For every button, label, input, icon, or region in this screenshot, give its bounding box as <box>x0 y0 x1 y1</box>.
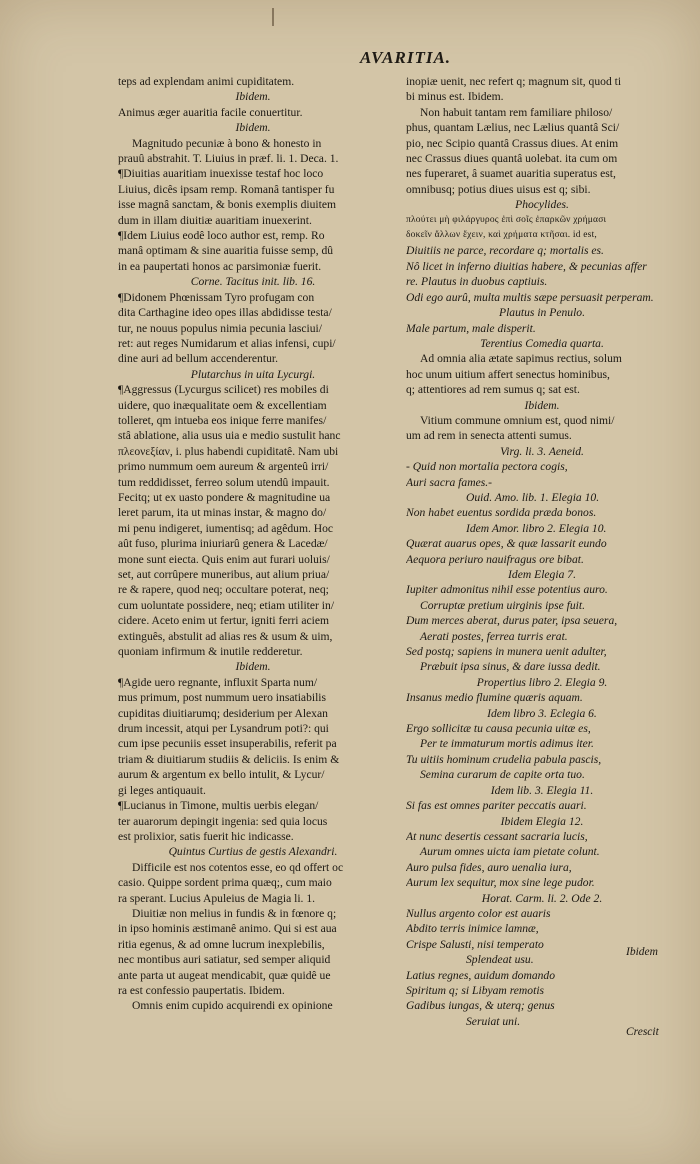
left-column-line: Omnis enim cupido acquirendi ex opinione <box>132 999 333 1013</box>
right-column-line: Idem libro 3. Eclegia 6. <box>487 706 597 720</box>
left-column-line: dine auri ad bellum accenderentur. <box>118 352 278 366</box>
left-column-line: gi leges antiquauit. <box>118 783 206 797</box>
left-column-line: cum ipse pecuniis esset insuperabilis, referit pa <box>118 737 337 751</box>
right-column-line: re. Plautus in duobus captiuis. <box>406 275 548 289</box>
right-column-line: omnibusq; potius diues uisus est q; sibi. <box>406 182 591 196</box>
left-column-line: ¶Aggressus (Lycurgus scilicet) res mobiles di <box>118 383 329 397</box>
left-column-line: re & rapere, quod neq; occultare poterat, neq; <box>118 583 329 597</box>
left-column-line: in ea paupertati honos ac parsimoniæ fuerit. <box>118 259 322 273</box>
right-column-line: Corruptæ pretium uirginis ipse fuit. <box>420 598 586 612</box>
left-column-line: mi penu indigeret, iumentisq; ad agêdum. Hoc <box>118 521 334 535</box>
left-column-line: est prolixior, satis fuerit hic indicasse. <box>118 829 294 843</box>
right-column-line: Auri sacra fames.- <box>406 475 492 489</box>
left-column-line: cum uoluntate possidere, neq; etiam utiliter in/ <box>118 598 335 612</box>
right-column-line: Splendeat usu. <box>466 953 534 967</box>
right-column-line: Plautus in Penulo. <box>499 306 585 320</box>
left-column-line: manâ optimam & sine auaritia fuisse semp, dû <box>118 244 334 258</box>
left-column-line: leret parum, ita ut minas instar, & magno do/ <box>118 506 327 520</box>
right-column <box>406 74 678 1029</box>
left-column-line: cidere. Aceto enim ut fertur, igniti ferri aciem <box>118 614 330 628</box>
left-column-line: dum in illam diuitiæ auaritiam inuexerint. <box>118 213 312 227</box>
right-column-line: Gadibus iungas, & uterq; genus <box>406 999 555 1013</box>
left-column-line: ¶Idem Liuius eodê loco author est, remp. Ro <box>118 229 325 243</box>
right-column-line: nec Crassus diues quantâ uolebat. ita cum om <box>406 152 618 166</box>
left-column-line: stâ ablatione, alia usus uia e medio sustulit hanc <box>118 429 341 443</box>
left-column-line: primo nummum oem aureum & argenteû irri/ <box>118 460 329 474</box>
right-column-line: Per te immaturum mortis adimus iter. <box>420 737 594 751</box>
right-column-line: Aurum omnes uicta iam pietate colunt. <box>420 845 600 859</box>
left-column-line: prauû abstrahit. T. Liuius in præf. li. 1. Deca. 1. <box>118 152 339 166</box>
left-column-line: Corne. Tacitus init. lib. 16. <box>190 275 316 289</box>
right-column-line: um ad rem in senecta attenti sumus. <box>406 429 572 443</box>
right-column-line: Semina curarum de capite orta tuo. <box>420 768 585 782</box>
left-column-line: Ibidem. <box>235 660 271 674</box>
right-column-line: πλούτει μὴ φιλάργυρος ἐπὶ σοῖς ἐπαρκῶν χρήμασι <box>406 214 607 225</box>
left-column-line: extinguês, abstulit ad alias res & usum & uim, <box>118 629 333 643</box>
left-column-line: aurum & argentum ex bello intulit, & Lycur/ <box>118 768 325 782</box>
right-column-line: Male partum, male disperit. <box>406 321 536 335</box>
right-column-line: Si fas est omnes pariter peccatis auari. <box>406 799 587 813</box>
right-column-line: Idem Elegia 7. <box>508 568 576 581</box>
left-column-line: ra sperant. Lucius Apuleius de Magia li. 1. <box>118 891 316 905</box>
right-column-line: q; attentiores ad rem sumus q; sat est. <box>406 383 580 397</box>
left-column-line: ra est confessio paupertatis. Ibidem. <box>118 983 285 997</box>
left-column-line: Fecitq; ut ex uasto pondere & magnitudine ua <box>118 490 331 504</box>
right-column-line: Horat. Carm. li. 2. Ode 2. <box>481 891 603 905</box>
right-column-line: Ouid. Amo. lib. 1. Elegia 10. <box>466 490 600 504</box>
right-column-line: Ad omnia alia ætate sapimus rectius, solum <box>420 352 622 366</box>
right-column-line: Abdito terris inimice lamnæ, <box>406 922 539 936</box>
running-title: AVARITIA. <box>360 48 452 67</box>
left-column-line: ret: aut reges Numidarum et alias infensi, cupi/ <box>118 336 336 350</box>
right-column-line: nes fuperaret, â suamet auaritia superatus est, <box>406 167 616 181</box>
left-column-line: tolleret, qm intueba eos inique ferre manifes/ <box>118 413 327 427</box>
left-column-line: ¶Agide uero regnante, influxit Sparta num/ <box>118 675 318 689</box>
right-column-line: Virg. li. 3. Aeneid. <box>500 444 584 458</box>
left-column-line: nec montibus auri satiatur, sed semper aliquid <box>118 953 331 967</box>
left-column-line: in ipso hominis æstimanê animo. Qui si est aua <box>118 922 337 936</box>
left-column-line: teps ad explendam animi cupiditatem. <box>118 75 295 88</box>
margin-note-crescit: Crescit <box>626 1026 659 1038</box>
right-column-line: Latius regnes, auidum domando <box>406 968 556 982</box>
margin-note-ibidem: Ibidem <box>626 946 658 958</box>
right-column-line: Dum merces aberat, durus pater, ipsa seuera, <box>406 614 618 628</box>
right-column-line: inopiæ uenit, nec refert q; magnum sit, quod ti <box>406 75 622 88</box>
left-column-line: mone sunt eiecta. Quis enim aut furari uoluis/ <box>118 552 330 566</box>
left-column-line: triam & diuitiarum studiis & deliciis. Is enim & <box>118 752 340 766</box>
right-column-line: Sed postq; sapiens in munera uenit adulter, <box>406 645 607 659</box>
right-column-line: Terentius Comedia quarta. <box>480 336 604 350</box>
right-column-line: Spiritum q; si Libyam remotis <box>406 983 545 997</box>
right-column-line: Tu uitiis hominum crudelia pabula pascis, <box>406 752 602 766</box>
left-column-line: tur, ne nouus populus nimia pecunia lasciui/ <box>118 321 322 335</box>
left-column-line: ¶Didonem Phœnissam Tyro profugam con <box>118 290 315 304</box>
right-column-line: phus, quantam Lælius, nec Lælius quantâ Sci/ <box>406 121 620 135</box>
left-column-line: cupiditas diuitiarumq; desiderium per Alexan <box>118 706 328 720</box>
right-column-line: Ibidem. <box>524 398 560 412</box>
right-column-line: Odi ego aurû, multa multis sæpe persuasit perperam. <box>406 290 654 304</box>
right-column-line: Nô licet in inferno diuitias habere, & pecunias affer <box>406 259 647 273</box>
right-column-line: Crispe Salusti, nisi temperato <box>406 937 544 951</box>
right-column-line: Propertius libro 2. Elegia 9. <box>476 675 608 689</box>
right-column-line: Aerati postes, ferrea turris erat. <box>420 629 568 643</box>
right-column-line: Idem lib. 3. Elegia 11. <box>490 783 594 797</box>
right-column-line: Quærat auarus opes, & quæ lassarit eundo <box>406 537 607 551</box>
left-column-line: mus primum, post nummum uero insatiabilis <box>118 691 327 705</box>
left-column-line: Plutarchus in uita Lycurgi. <box>190 367 316 381</box>
left-column <box>118 74 388 1014</box>
right-column-line: δοκεῖν ἄλλων ἔχειν, καὶ χρήματα κτῆσαι. id est, <box>406 230 597 241</box>
right-column-line: - Quid non mortalia pectora cogis, <box>406 460 568 474</box>
right-column-line: Auro pulsa fides, auro uenalia iura, <box>406 860 572 874</box>
right-column-line: hoc unum uitium affert senectus hominibus, <box>406 367 610 381</box>
left-column-line: ritia egenus, & ad omne lucrum inexplebilis, <box>118 937 325 951</box>
left-column-line: casio. Quippe sordent prima quæq;, cum maio <box>118 876 332 890</box>
left-column-line: ¶Diuitias auaritiam inuexisse testaf hoc loco <box>118 167 324 181</box>
left-column-line: Liuius, dicês ipsam remp. Romanâ tantisper fu <box>118 182 335 196</box>
left-column-line: Diuitiæ non melius in fundis & in fœnore q; <box>132 906 337 920</box>
right-column-line: Insanus medio flumine quæris aquam. <box>406 691 583 705</box>
top-margin-mark <box>272 8 274 26</box>
left-column-line: Ibidem. <box>235 121 271 135</box>
left-column-line: Quintus Curtius de gestis Alexandri. <box>168 845 338 859</box>
right-column-line: Nullus argento color est auaris <box>406 906 551 920</box>
left-column-line: drum incessit, atqui per Lysandrum poti?: qui <box>118 722 329 736</box>
left-column-line: set, aut corrûpere muneribus, aut alium priua/ <box>118 568 330 581</box>
right-column-line: Aurum lex sequitur, mox sine lege pudor. <box>406 876 595 890</box>
right-column-line: Ergo sollicitæ tu causa pecunia uitæ es, <box>406 722 591 736</box>
left-column-line: isse magnâ sanctam, & bonis exemplis diuitem <box>118 198 336 212</box>
right-column-line: Non habet euentus sordida præda bonos. <box>406 506 597 520</box>
left-column-line: ¶Lucianus in Timone, multis uerbis elegan/ <box>118 799 319 813</box>
right-column-line: Aequora periuro nauifragus ore bibat. <box>406 552 584 566</box>
right-column-line: Præbuit ipsa sinus, & dare iussa dedit. <box>420 660 601 674</box>
left-column-line: quoniam infirmum & inutile redderetur. <box>118 645 303 659</box>
right-column-line: Seruiat uni. <box>466 1014 521 1028</box>
right-column-line: Diuitiis ne parce, recordare q; mortalis es. <box>406 244 604 258</box>
left-column-line: aût fuso, plurima iniuriarû genera & Lacedæ/ <box>118 537 328 551</box>
right-column-line: Iupiter admonitus nihil esse potentius auro. <box>406 583 608 597</box>
left-column-line: tum reddidisset, ferreo solum utendû impauit. <box>118 475 330 489</box>
right-column-line: Vitium commune omnium est, quod nimi/ <box>420 413 615 427</box>
left-column-line: ter auarorum depingit ingenia: sed quia locus <box>118 814 328 828</box>
left-column-line: πλεονεξίαν, i. plus habendi cupiditatê. Nam ubi <box>118 444 339 458</box>
left-column-line: dita Carthagine ideo opes illas abdidisse testa/ <box>118 306 332 320</box>
left-column-line: Difficile est nos cotentos esse, eo qd offert oc <box>132 860 344 874</box>
right-column-line: Phocylides. <box>515 198 569 212</box>
left-column-line: ante parta ut augeat mendicabit, quæ quidê ue <box>118 968 331 982</box>
right-column-line: Non habuit tantam rem familiare philoso/ <box>420 105 613 119</box>
right-column-line: Ibidem Elegia 12. <box>500 814 584 828</box>
left-column-line: Ibidem. <box>235 90 271 104</box>
right-column-line: bi minus est. Ibidem. <box>406 90 504 104</box>
left-column-line: Animus æger auaritia facile conuertitur. <box>118 105 303 119</box>
left-column-line: uidere, quo inæqualitate oem & excellentiam <box>118 398 327 412</box>
right-column-line: pio, nec Scipio quantâ Crassus diues. At enim <box>406 136 619 150</box>
left-column-line: Magnitudo pecuniæ à bono & honesto in <box>132 136 322 150</box>
right-column-line: At nunc desertis cessant sacraria lucis, <box>406 829 588 843</box>
right-column-line: Idem Amor. libro 2. Elegia 10. <box>466 521 607 535</box>
